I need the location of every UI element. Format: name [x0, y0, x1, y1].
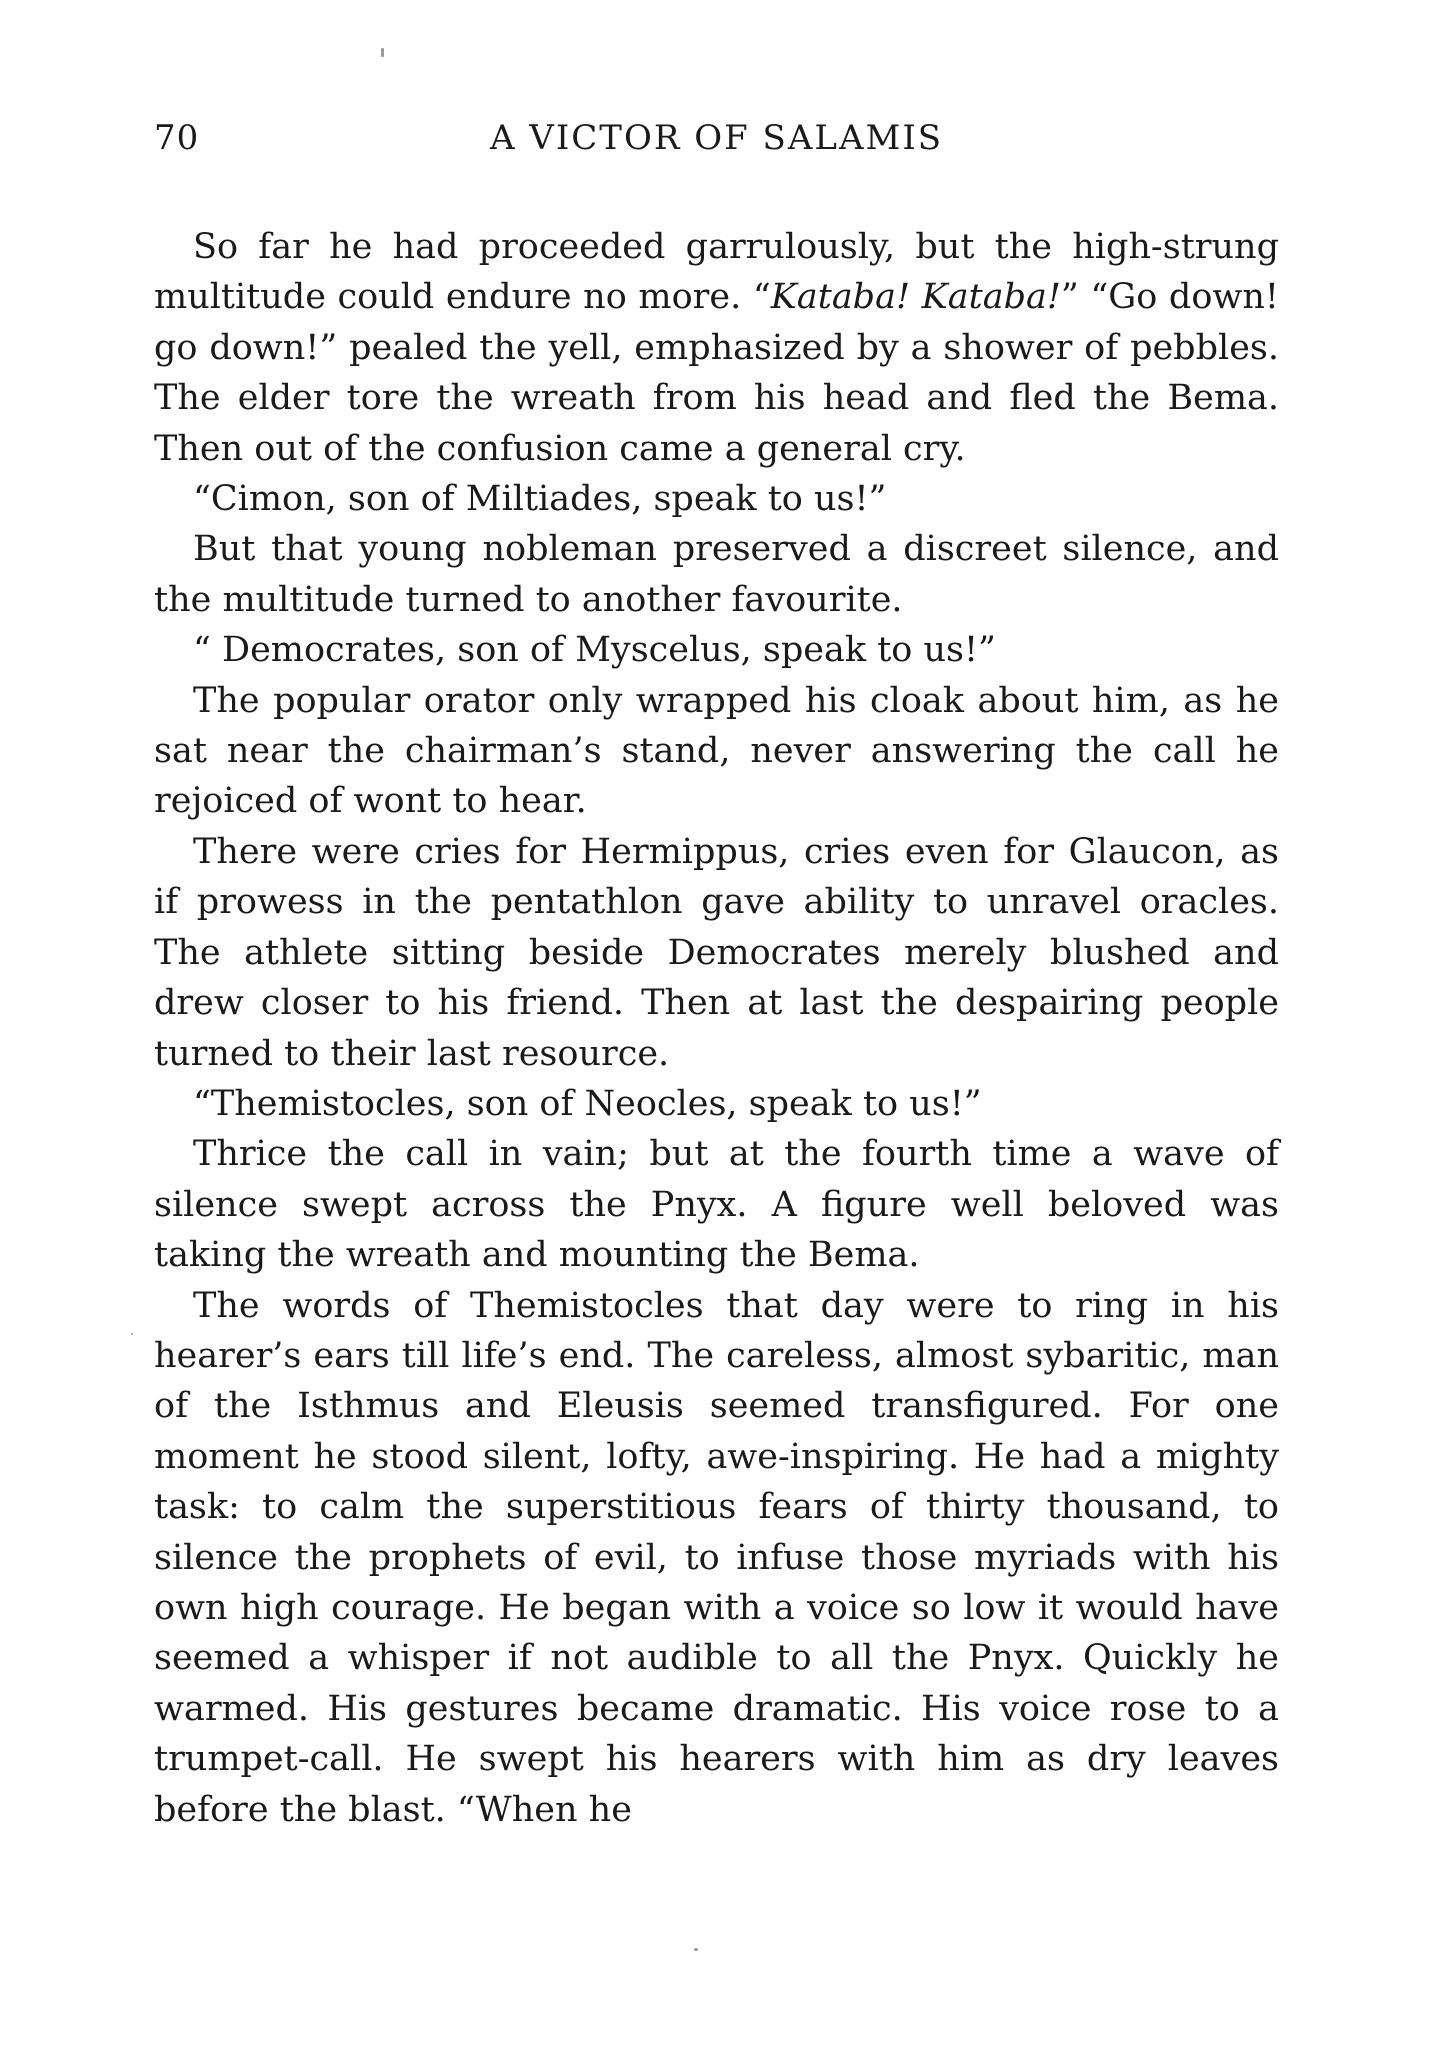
scan-speck	[381, 48, 384, 57]
paragraph-9: The words of Themistocles that day were to ring in his hearer’s ears till life’s end. The careless, almost sybaritic, man of the Isthmus and Eleusis seemed transfigured. For one moment he stood silent, lofty, awe-inspiring. He had a mighty task: to calm the superstitious fears of thirty thousand, to silence the prophets of evil, to infuse those myriads with his own high courage. He began with a voice so low it would have seemed a whisper if not audible to all the Pnyx. Quickly he warmed. His gestures became dramatic. His voice rose to a trumpet-call. He swept his hearers with him as dry leaves before the blast. “When he	[154, 1285, 1279, 1830]
scan-speck	[131, 1333, 133, 1335]
paragraph-3: But that young nobleman preserved a discreet silence, and the multitude turned to another favourite.	[154, 529, 1279, 620]
paragraph-1-lead: So far he had proceeded garrulously, but the high-strung multitude could endure no more. “	[154, 227, 1279, 318]
paragraph-1-italic-phrase: Kataba! Kataba!	[770, 277, 1061, 318]
paragraph-1	[154, 222, 1279, 474]
paragraph-6: There were cries for Hermippus, cries even for Glaucon, as if prowess in the pentathlon gave ability to unravel oracles. The athlete sitting beside Democrates merely blushed and drew closer to his friend. Then at last the despairing people turned to their last resource.	[154, 831, 1279, 1074]
book-title: A VICTOR OF SALAMIS	[489, 118, 944, 158]
paragraph-8: Thrice the call in vain; but at the fourth time a wave of silence swept across the Pnyx. A figure well beloved was taking the wreath and mounting the Bema.	[154, 1134, 1279, 1276]
running-head	[154, 118, 1279, 174]
paragraph-4: “ Democrates, son of Myscelus, speak to us!”	[193, 630, 996, 671]
body-text	[154, 222, 1279, 1835]
page-number: 70	[154, 118, 200, 158]
paragraph-7: “Themistocles, son of Neocles, speak to us!”	[193, 1083, 982, 1124]
paragraph-2: “Cimon, son of Miltiades, speak to us!”	[193, 479, 887, 520]
book-page	[154, 118, 1279, 1835]
scan-speck	[694, 1948, 698, 1951]
paragraph-1-rest: ” “Go down! go down!” pealed the yell, emphasized by a shower of pebbles. The elder tore the wreath from his head and fled the Bema. Then out of the confusion came a general cry.	[154, 277, 1279, 469]
paragraph-5: The popular orator only wrapped his cloak about him, as he sat near the chairman’s stand, never answering the call he rejoiced of wont to hear.	[154, 680, 1279, 822]
